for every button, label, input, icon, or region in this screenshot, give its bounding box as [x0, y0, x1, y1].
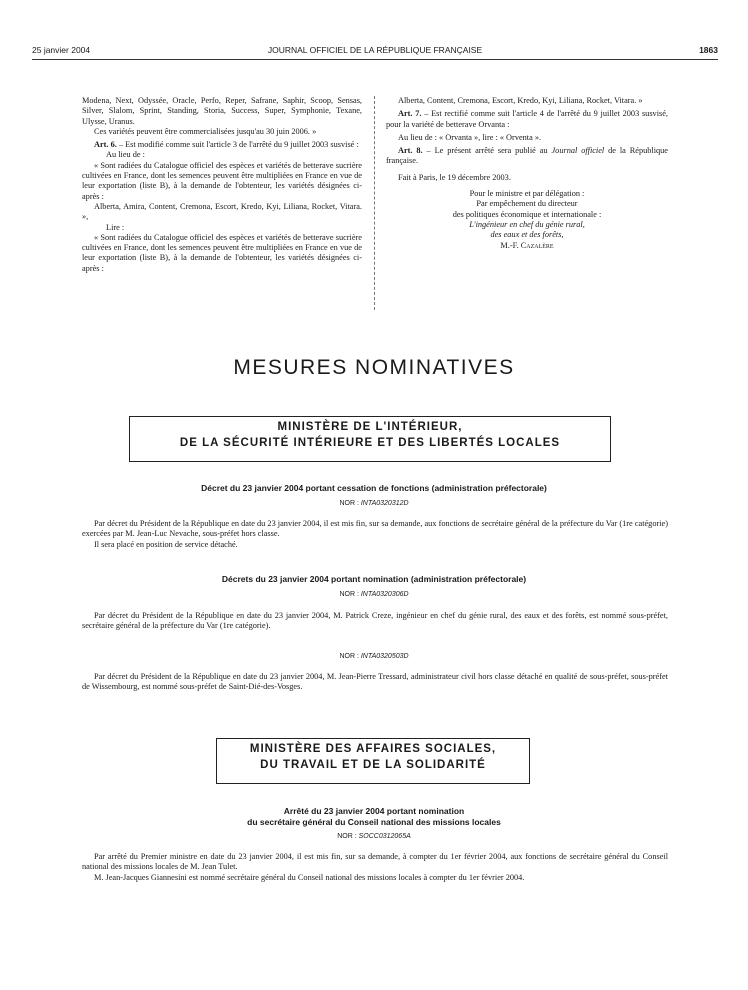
ministry-interior-box: [129, 416, 611, 462]
header-rule: [32, 59, 718, 60]
nor-label: NOR :: [339, 591, 361, 598]
left-column: [82, 96, 362, 274]
ministry-social-line-1: MINISTÈRE DES AFFAIRES SOCIALES,: [249, 743, 497, 755]
right-column: [386, 96, 668, 251]
signature-line-2: Par empêchement du directeur: [476, 199, 578, 209]
signatory-name: M.-F. Cazalère: [500, 240, 554, 250]
article-8-text-a: – Le présent arrêté sera publié au: [422, 146, 552, 156]
header-journal-title: JOURNAL OFFICIEL DE LA RÉPUBLIQUE FRANÇAISE: [267, 45, 483, 55]
decree-nomination-title: Décrets du 23 janvier 2004 portant nomination (administration préfectorale): [221, 574, 527, 584]
signature-line-1: Pour le ministre et par délégation :: [469, 189, 585, 199]
commercialisation-note: Ces variétés peuvent être commercialisées jusqu'au 30 juin 2006. »: [94, 126, 317, 136]
article-8-text-b: de la République française.: [386, 146, 668, 166]
column-separator: [374, 96, 375, 310]
variety-list-2: Alberta, Amira, Content, Cremona, Escort, Kredo, Kyi, Liliana, Rocket, Vitara. »,: [82, 201, 362, 222]
arrete-nomination-nor: [0, 833, 748, 840]
fait-a-paris: Fait à Paris, le 19 décembre 2003.: [398, 172, 511, 182]
article-7-text: – Est rectifié comme suit l'article 4 de l'arrêté du 9 juillet 2003 susvisé, pour la variété de betterave Orvanta :: [386, 109, 668, 129]
nor-label: NOR :: [339, 500, 361, 507]
decree-cessation-title: Décret du 23 janvier 2004 portant cessation de fonctions (administration préfectorale): [201, 483, 547, 493]
decree-nomination-p2: Par décret du Président de la République en date du 23 janvier 2004, M. Jean-Pierre Tressard, administrateur civil hors classe détaché en qualité de sous-préfet, sous-préfet de Wissembourg, est nommé sous-préfet de Saint-Dié-des-Vosges.: [82, 672, 668, 692]
decree-nomination-body-2: [82, 672, 668, 693]
au-lieu-de: Au lieu de :: [106, 150, 145, 160]
section-title: MESURES NOMINATIVES: [233, 356, 515, 379]
ministry-social-line-2: DU TRAVAIL ET DE LA SOLIDARITÉ: [260, 759, 486, 771]
article-8-journal: Journal officiel: [551, 146, 605, 156]
decree-nomination-p1: Par décret du Président de la République en date du 23 janvier 2004, M. Patrick Creze, ingénieur en chef du génie rural, des eaux et des forêts, est nommé sous-préfet, secrétaire général de la préfecture du Var (1re catégorie).: [82, 611, 668, 631]
orvanta-correction: Au lieu de : « Orvanta », lire : « Orventa ».: [398, 132, 542, 142]
variety-list-3: Alberta, Content, Cremona, Escort, Kredo, Kyi, Liliana, Rocket, Vitara. »: [398, 96, 643, 105]
arrete-nomination-title-2: du secrétaire général du Conseil national des missions locales: [247, 817, 501, 827]
header-date: 25 janvier 2004: [32, 45, 91, 55]
header-page-number: 1863: [699, 45, 718, 55]
decree-nomination-body-1: [82, 611, 668, 632]
signature-line-3: des politiques économique et internationale :: [452, 209, 602, 219]
ministry-social-affairs-box: [216, 738, 530, 784]
ministry-interior-line-2: DE LA SÉCURITÉ INTÉRIEURE ET DES LIBERTÉS LOCALES: [179, 437, 561, 449]
running-header: [32, 45, 718, 59]
nor-code: SOCC0312065A: [358, 833, 411, 840]
nor-code: INTA0320503D: [360, 653, 409, 660]
nor-label: NOR :: [337, 833, 359, 840]
decree-nomination-nor-1: [0, 591, 748, 598]
signature-line-5: des eaux et des forêts,: [490, 230, 564, 240]
article-6-text: – Est modifié comme suit l'article 3 de l'arrêté du 9 juillet 2003 susvisé :: [116, 140, 359, 150]
decree-nomination-nor-2: [0, 653, 748, 660]
decree-cessation-p1: Par décret du Président de la République en date du 23 janvier 2004, il est mis fin, sur sa demande, aux fonctions de secrétaire général de la préfecture du Var (1re catégorie) exercées par M. Jean-Luc Nevache, sous-préfet hors classe.: [82, 519, 668, 539]
nor-code: INTA0320312D: [360, 500, 409, 507]
article-8: [386, 146, 668, 167]
article-7: [386, 109, 668, 130]
decree-cessation-body: [82, 519, 668, 550]
article-6-label: Art. 6.: [94, 140, 117, 150]
lire: Lire :: [106, 222, 125, 232]
article-6: [82, 140, 362, 150]
variety-list: Modena, Next, Odyssée, Oracle, Perfo, Reper, Safrane, Saphir, Scoop, Sensas, Silver, Slalom, Sprint, Standing, Storia, Success, Super, Symphonie, Texane, Ulysse, Uranus.: [82, 96, 362, 126]
decree-cessation-p2: Il sera placé en position de service détaché.: [94, 539, 238, 549]
article-7-label: Art. 7.: [398, 109, 422, 119]
ministry-interior-line-1: MINISTÈRE DE L'INTÉRIEUR,: [277, 421, 463, 433]
decree-cessation-nor: [0, 500, 748, 507]
radiation-paragraph-1: « Sont radiées du Catalogue officiel des espèces et variétés de betterave sucrière cultivées en France, dont les semences peuvent être multipliées en France en vue de leur exportation (liste B), à la demande de l'obtenteur, les variétés désignées ci-après :: [82, 160, 362, 201]
nor-label: NOR :: [339, 653, 361, 660]
signature-line-4: L'ingénieur en chef du génie rural,: [469, 219, 585, 229]
arrete-nomination-p1: Par arrêté du Premier ministre en date du 23 janvier 2004, il est mis fin, sur sa demande, à compter du 1er février 2004, aux fonctions de secrétaire général du Conseil national des missions locales de M. Jean Tulet.: [82, 852, 668, 872]
arrete-nomination-p2: M. Jean-Jacques Giannesini est nommé secrétaire général du Conseil national des missions locales à compter du 1er février 2004.: [94, 872, 525, 882]
arrete-nomination-body: [82, 852, 668, 883]
radiation-paragraph-2: « Sont radiées du Catalogue officiel des espèces et variétés de betterave sucrière cultivées en France, dont les semences peuvent être multipliées en France en vue de leur exportation (liste B), à la demande de l'obtenteur, les variétés désignées ci-après :: [82, 232, 362, 273]
article-8-label: Art. 8.: [398, 146, 423, 156]
arrete-nomination-title-1: Arrêté du 23 janvier 2004 portant nomination: [283, 806, 465, 816]
nor-code: INTA0320306D: [360, 591, 409, 598]
